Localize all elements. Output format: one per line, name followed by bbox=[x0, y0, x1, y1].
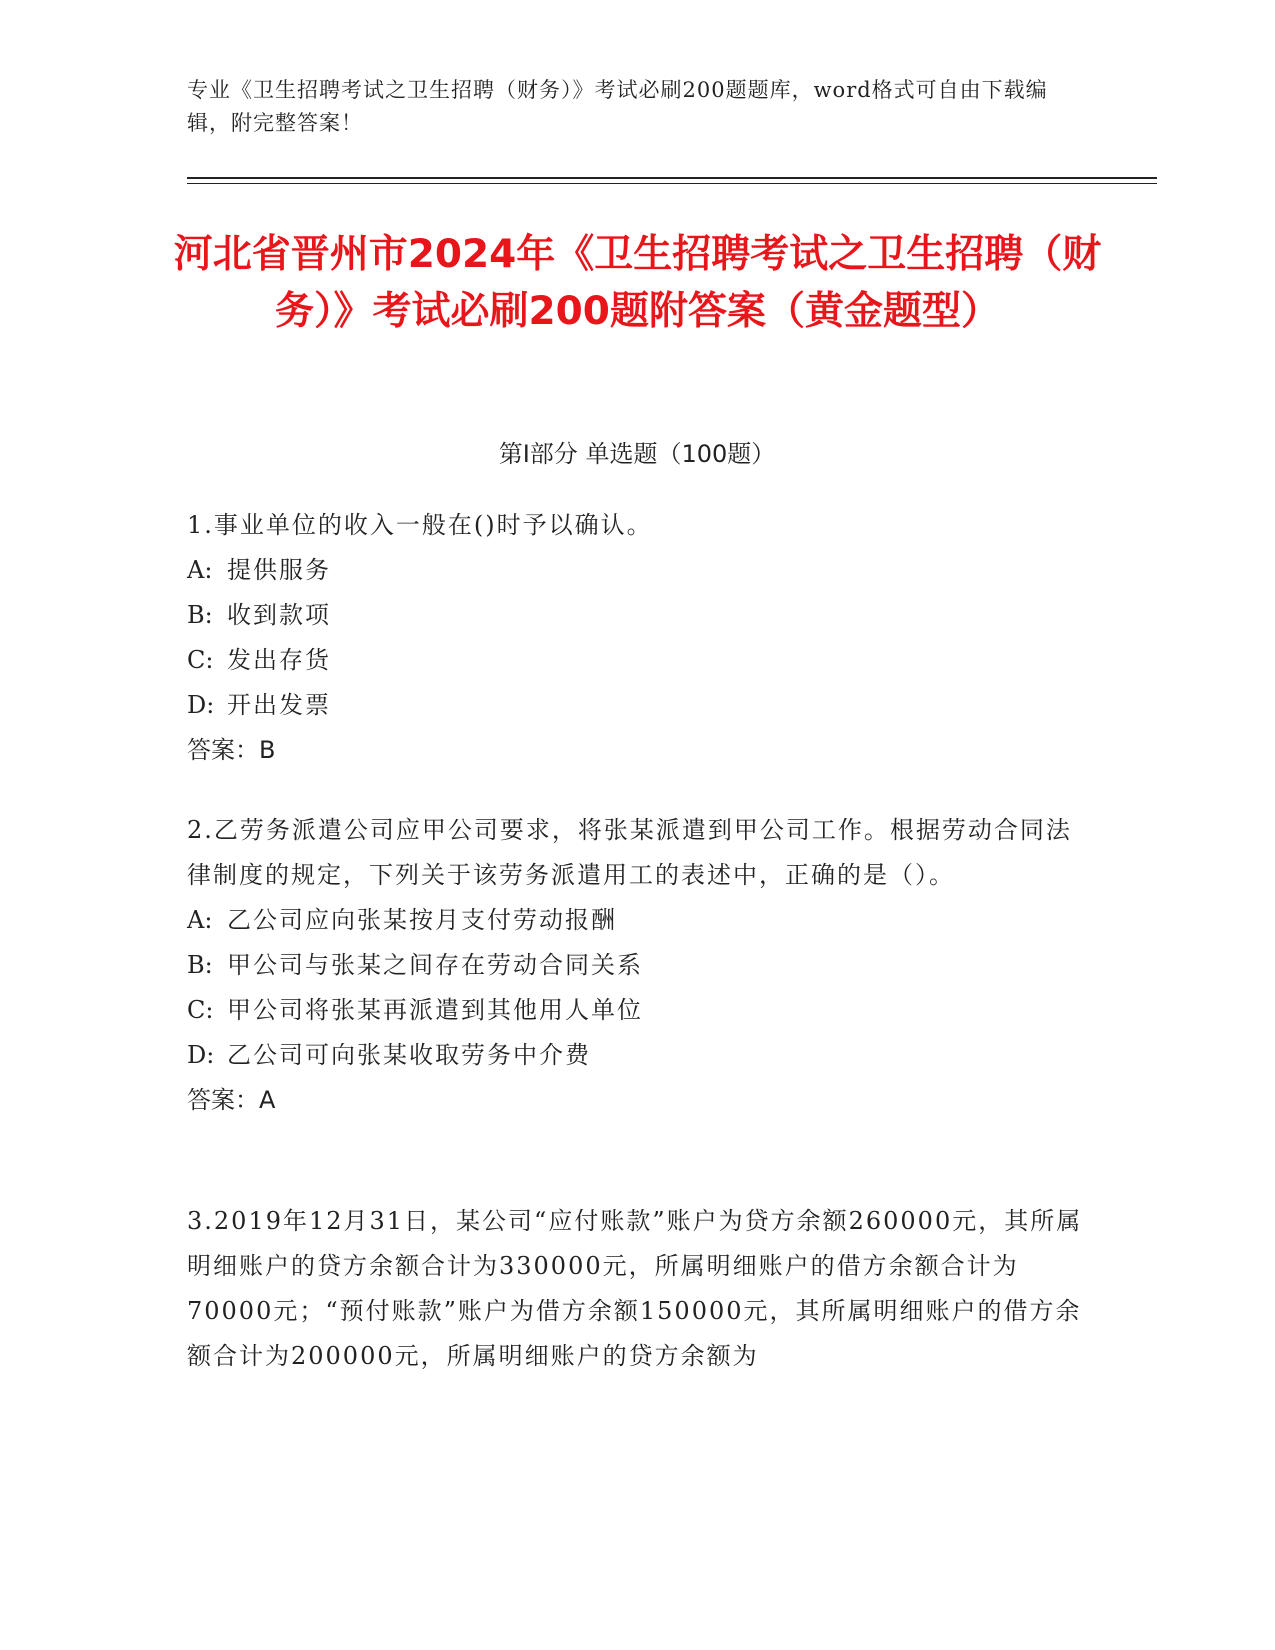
option-d bbox=[187, 1033, 1087, 1078]
question-text: 3.2019年12月31日，某公司“应付账款”账户为贷方余额260000元，其所属明细账户的贷方余额合计为330000元，所属明细账户的借方余额合计为70000元；“预付账款”账户为借方余额150000元，其所属明细账户的借方余额合计为200000元，所属明细账户的贷方余额为 bbox=[187, 1207, 1083, 1370]
option-letter: B: bbox=[187, 601, 213, 629]
header-divider-thin bbox=[187, 183, 1157, 184]
document-title: 河北省晋州市2024年《卫生招聘考试之卫生招聘（财务）》考试必刷200题附答案（黄金题型） bbox=[173, 232, 1102, 334]
option-text: 提供服务 bbox=[227, 556, 331, 584]
answer: 答案：A bbox=[187, 1086, 276, 1114]
header-note: 专业《卫生招聘考试之卫生招聘（财务）》考试必刷200题题库，word格式可自由下载编辑，附完整答案！ bbox=[187, 78, 1048, 135]
option-text: 甲公司将张某再派遣到其他用人单位 bbox=[227, 996, 643, 1024]
option-letter: C: bbox=[187, 996, 214, 1024]
option-c bbox=[187, 988, 1087, 1033]
option-d bbox=[187, 683, 1087, 728]
question-text: 2.乙劳务派遣公司应甲公司要求，将张某派遣到甲公司工作。根据劳动合同法律制度的规定，下列关于该劳务派遣用工的表述中，正确的是（）。 bbox=[187, 816, 1072, 889]
section-heading: 第Ⅰ部分 单选题（100题） bbox=[498, 440, 776, 468]
question-2 bbox=[187, 808, 1087, 1123]
option-text: 乙公司可向张某收取劳务中介费 bbox=[227, 1041, 591, 1069]
option-text: 收到款项 bbox=[227, 601, 331, 629]
option-letter: A: bbox=[187, 906, 213, 934]
option-b bbox=[187, 943, 1087, 988]
option-letter: B: bbox=[187, 951, 213, 979]
option-c bbox=[187, 638, 1087, 683]
question-3 bbox=[187, 1199, 1087, 1379]
option-text: 发出存货 bbox=[227, 646, 331, 674]
answer: 答案：B bbox=[187, 736, 276, 764]
option-b bbox=[187, 593, 1087, 638]
option-text: 乙公司应向张某按月支付劳动报酬 bbox=[227, 906, 617, 934]
option-text: 开出发票 bbox=[227, 691, 331, 719]
option-letter: D: bbox=[187, 691, 215, 719]
option-a bbox=[187, 548, 1087, 593]
question-text: 1.事业单位的收入一般在()时予以确认。 bbox=[187, 511, 653, 539]
option-text: 甲公司与张某之间存在劳动合同关系 bbox=[227, 951, 643, 979]
option-letter: D: bbox=[187, 1041, 215, 1069]
option-a bbox=[187, 898, 1087, 943]
header-divider-thick bbox=[187, 177, 1157, 179]
option-letter: C: bbox=[187, 646, 214, 674]
option-letter: A: bbox=[187, 556, 213, 584]
question-1 bbox=[187, 503, 1087, 773]
